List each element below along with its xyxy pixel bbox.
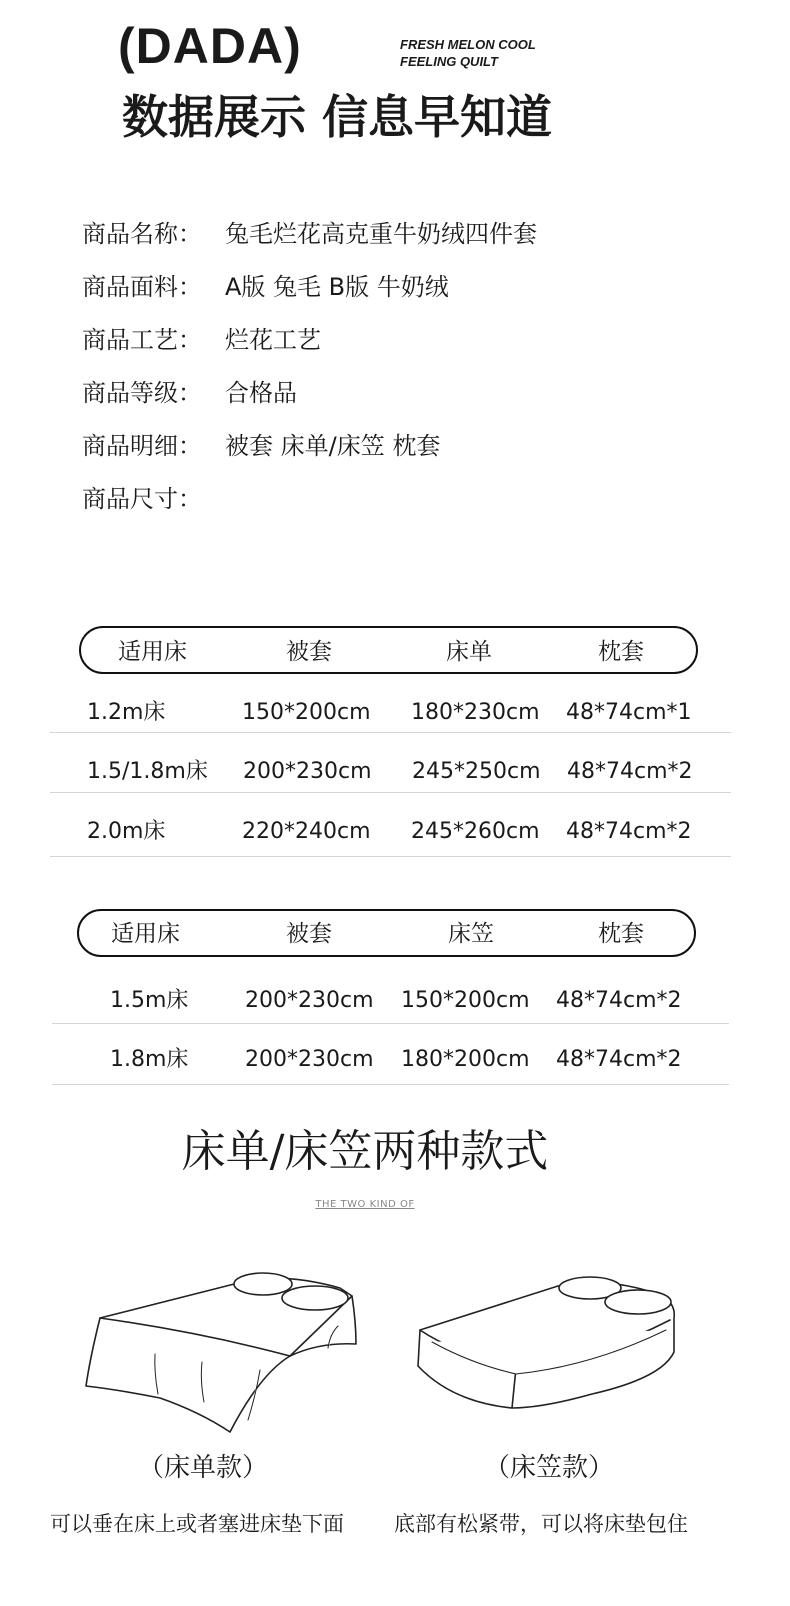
- info-label: 商品明细：: [82, 432, 202, 460]
- cell-duvet: 220*240cm: [242, 819, 371, 844]
- info-label: 商品名称：: [82, 220, 202, 248]
- table1-header-sheet: 床单: [446, 639, 492, 665]
- info-row-fabric: [82, 270, 449, 304]
- table1-header-pillow: 枕套: [598, 639, 644, 665]
- cell-fitted-sheet: 150*200cm: [401, 988, 530, 1013]
- fitted-sheet-illustration: [412, 1268, 684, 1418]
- info-value: 兔毛烂花高克重牛奶绒四件套: [225, 220, 537, 248]
- cell-duvet: 200*230cm: [245, 988, 374, 1013]
- row-divider: [50, 732, 731, 733]
- row-divider: [50, 792, 731, 793]
- section-title: 床单/床笠两种款式: [181, 1126, 549, 1177]
- brand-logo: (DADA): [118, 18, 302, 74]
- cell-sheet: 245*250cm: [412, 759, 541, 784]
- table1-header-duvet: 被套: [286, 639, 332, 665]
- table2-header-fitted-sheet: 床笠: [448, 921, 494, 947]
- row-divider: [52, 1023, 729, 1024]
- table2-header-bed: 适用床: [111, 921, 180, 947]
- cell-pillow: 48*74cm*2: [556, 1047, 682, 1072]
- fitted-sheet-caption: （床笠款）: [484, 1453, 615, 1483]
- info-value: 烂花工艺: [225, 326, 321, 354]
- cell-duvet: 200*230cm: [245, 1047, 374, 1072]
- cell-pillow: 48*74cm*1: [566, 700, 692, 725]
- cell-pillow: 48*74cm*2: [566, 819, 692, 844]
- fitted-sheet-description: 底部有松紧带，可以将床垫包住: [394, 1512, 688, 1536]
- cell-fitted-sheet: 180*200cm: [401, 1047, 530, 1072]
- table2-header-pillow: 枕套: [598, 921, 644, 947]
- cell-duvet: 200*230cm: [243, 759, 372, 784]
- tagline-line-2: FEELING QUILT: [400, 54, 498, 69]
- tagline: [400, 36, 536, 70]
- cell-bed: 1.5m床: [110, 988, 189, 1013]
- tagline-line-1: FRESH MELON COOL: [400, 37, 536, 52]
- cell-sheet: 245*260cm: [411, 819, 540, 844]
- cell-bed: 1.5/1.8m床: [87, 759, 208, 784]
- table2-header-duvet: 被套: [286, 921, 332, 947]
- row-divider: [52, 1084, 729, 1085]
- info-label: 商品等级：: [82, 379, 202, 407]
- info-row-craft: [82, 323, 321, 357]
- section-subtitle: THE TWO KIND OF: [315, 1199, 415, 1210]
- info-label: 商品工艺：: [82, 326, 202, 354]
- info-row-grade: [82, 376, 297, 410]
- info-row-name: [82, 217, 537, 251]
- info-value: 被套 床单/床笠 枕套: [225, 432, 441, 460]
- flat-sheet-description: 可以垂在床上或者塞进床垫下面: [50, 1512, 344, 1536]
- cell-pillow: 48*74cm*2: [556, 988, 682, 1013]
- info-value: A版 兔毛 B版 牛奶绒: [225, 273, 449, 301]
- flat-sheet-caption: （床单款）: [138, 1453, 269, 1483]
- info-value: 合格品: [225, 379, 297, 407]
- page-headline: 数据展示 信息早知道: [122, 90, 553, 144]
- cell-bed: 1.2m床: [87, 700, 166, 725]
- cell-duvet: 150*200cm: [242, 700, 371, 725]
- info-label: 商品尺寸：: [82, 485, 202, 513]
- cell-pillow: 48*74cm*2: [567, 759, 693, 784]
- cell-bed: 2.0m床: [87, 819, 166, 844]
- flat-sheet-illustration: [80, 1262, 370, 1442]
- info-row-details: [82, 429, 440, 463]
- row-divider: [50, 856, 731, 857]
- table1-header-bed: 适用床: [118, 639, 187, 665]
- cell-sheet: 180*230cm: [411, 700, 540, 725]
- info-row-size: [82, 482, 225, 516]
- info-label: 商品面料：: [82, 273, 202, 301]
- cell-bed: 1.8m床: [110, 1047, 189, 1072]
